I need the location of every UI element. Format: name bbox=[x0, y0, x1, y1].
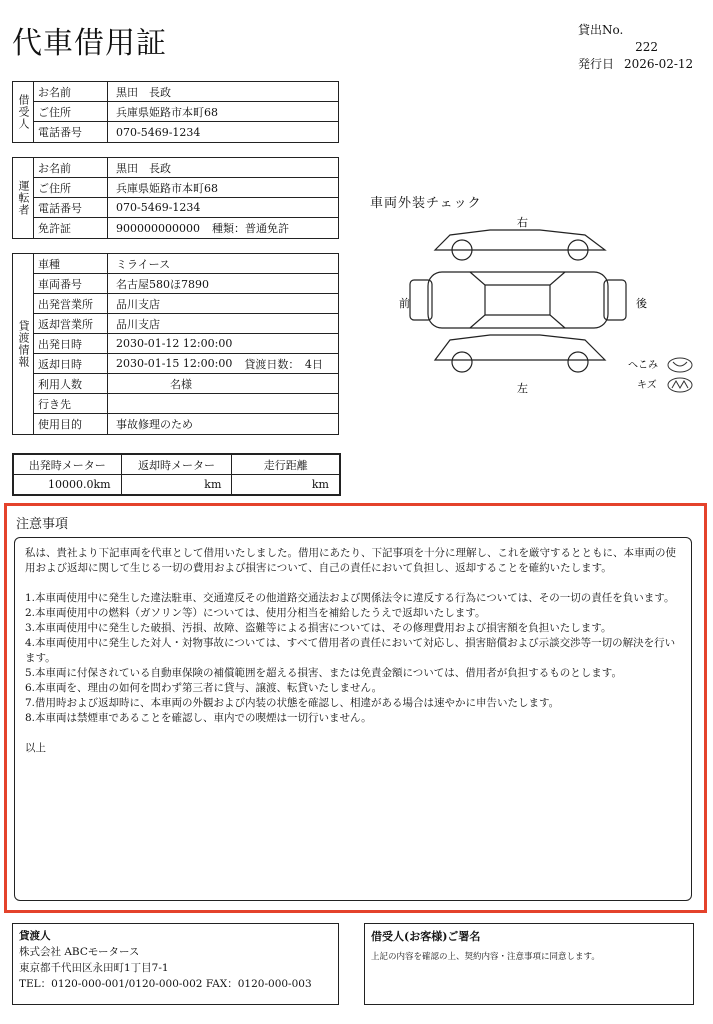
field-label: 返却営業所 bbox=[34, 314, 108, 333]
car-wheel bbox=[568, 352, 588, 372]
meter-value: 10000.0km bbox=[14, 475, 122, 495]
signature-heading: 借受人(お客様)ご署名 bbox=[371, 930, 481, 943]
loan-row-ret-office bbox=[34, 314, 338, 334]
borrower-row-name bbox=[34, 82, 338, 102]
notice-title: 注意事項 bbox=[16, 517, 69, 532]
field-value: 品川支店 bbox=[116, 297, 160, 311]
field-label: 利用人数 bbox=[34, 374, 108, 393]
car-left-label: 左 bbox=[517, 382, 528, 395]
license-type: 種類：普通免許 bbox=[211, 222, 289, 235]
field-value: 黒田 長政 bbox=[116, 85, 171, 99]
field-value: 070-5469-1234 bbox=[116, 201, 201, 214]
field-value: 黒田 長政 bbox=[116, 161, 171, 175]
notice-closing: 以上 bbox=[25, 742, 46, 754]
notice-item: 3.本車両使用中に発生した破損、汚損、故障、盗難等による損害については、その修理費用および損害額を負担いたします。 bbox=[25, 622, 612, 634]
notice-item: 6.本車両を、理由の如何を問わず第三者に貸与、譲渡、転貸いたしません。 bbox=[25, 682, 383, 694]
signature-note: 上記の内容を確認の上、契約内容・注意事項に同意します。 bbox=[371, 952, 600, 962]
notice-item: 4.本車両使用中に発生した対人・対物事故については、すべて借用者の責任において対応し、損害賠償および示談交渉等一切の解決を行います。 bbox=[25, 637, 676, 664]
scratch-label: キズ bbox=[637, 380, 657, 391]
loan-no-label: 貸出No. bbox=[578, 23, 624, 37]
field-value: 070-5469-1234 bbox=[116, 125, 201, 139]
field-value: 名様 bbox=[170, 377, 192, 391]
loan-section-label: 貸渡情報 bbox=[13, 254, 34, 434]
loan-row-destination bbox=[34, 394, 338, 414]
car-top-view bbox=[428, 272, 608, 328]
loan-row-plate bbox=[34, 274, 338, 294]
lender-address: 東京都千代田区永田町1丁目7-1 bbox=[19, 962, 169, 974]
loan-row-departure bbox=[34, 334, 338, 354]
meter-header: 走行距離 bbox=[232, 455, 340, 475]
borrower-section bbox=[12, 81, 339, 143]
loan-row-people bbox=[34, 374, 338, 394]
notice-item: 8.本車両は禁煙車であることを確認し、車内での喫煙は一切行いません。 bbox=[25, 712, 372, 724]
loan-no: 222 bbox=[635, 40, 658, 54]
document-title: 代車借用証 bbox=[12, 26, 167, 61]
meter-value: km bbox=[232, 475, 340, 495]
notice-intro: 私は、貴社より下記車両を代車として借用いたしました。借用にあたり、下記事項を十分に理解し、これを厳守するとともに、本車両の使用および返却に関して生じる一切の費用および損害について、自己の責任において負担し、返却することを確約いたします。 bbox=[25, 547, 676, 574]
notice-item: 2.本車両使用中の燃料（ガソリン等）については、使用分相当を補給したうえで返却いたします。 bbox=[25, 607, 486, 619]
driver-row-address bbox=[34, 178, 338, 198]
notice-item: 7.借用時および返却時に、本車両の外観および内装の状態を確認し、相違がある場合は速やかに申告いたします。 bbox=[25, 697, 560, 709]
car-rear-label: 後 bbox=[636, 297, 647, 310]
field-label: ご住所 bbox=[34, 102, 108, 121]
driver-section bbox=[12, 157, 339, 239]
car-front-view bbox=[410, 280, 432, 320]
car-check-title: 車両外装チェック bbox=[370, 196, 482, 211]
borrower-row-address bbox=[34, 102, 338, 122]
issue-date: 2026-02-12 bbox=[624, 57, 694, 71]
borrower-row-phone bbox=[34, 122, 338, 142]
field-value: 900000000000 bbox=[116, 221, 200, 235]
notice-item: 1.本車両使用中に発生した違法駐車、交通違反その他道路交通法および関係法令に違反する行為については、その一切の責任を負います。 bbox=[25, 592, 675, 604]
field-value: 兵庫県姫路市本町68 bbox=[116, 181, 218, 195]
field-label: ご住所 bbox=[34, 178, 108, 197]
scratch-symbol-icon bbox=[668, 378, 692, 392]
field-label: 車種 bbox=[34, 254, 108, 273]
loan-row-purpose bbox=[34, 414, 338, 434]
loan-section bbox=[12, 253, 339, 435]
field-value: 名古屋580ほ7890 bbox=[116, 277, 209, 291]
issue-date-label: 発行日 bbox=[578, 57, 615, 71]
field-label: 出発営業所 bbox=[34, 294, 108, 313]
field-label: 免許証 bbox=[34, 218, 108, 238]
field-label: 電話番号 bbox=[34, 122, 108, 142]
field-value: 兵庫県姫路市本町68 bbox=[116, 105, 218, 119]
document-meta bbox=[578, 22, 713, 73]
loan-row-dep-office bbox=[34, 294, 338, 314]
lender-company: 株式会社 ABCモータース bbox=[19, 946, 140, 958]
dent-symbol-icon bbox=[668, 358, 692, 372]
field-label: 返却日時 bbox=[34, 354, 108, 373]
field-label: 出発日時 bbox=[34, 334, 108, 353]
loan-row-return bbox=[34, 354, 338, 374]
car-front-label: 前 bbox=[399, 297, 410, 310]
car-wheel bbox=[452, 352, 472, 372]
field-value: 2030-01-15 12:00:00 bbox=[116, 357, 233, 370]
meter-header: 返却時メーター bbox=[121, 455, 232, 475]
lender-box bbox=[12, 923, 339, 1005]
driver-row-name bbox=[34, 158, 338, 178]
borrower-section-label: 借受人 bbox=[13, 82, 34, 142]
notice-item: 5.本車両に付保されている自動車保険の補償範囲を超える損害、または免責金額については、借用者が負担するものとします。 bbox=[25, 667, 622, 679]
meter-value: km bbox=[121, 475, 232, 495]
field-label: 行き先 bbox=[34, 394, 108, 413]
notice-box bbox=[14, 537, 692, 901]
driver-section-label: 運転者 bbox=[13, 158, 34, 238]
meter-table bbox=[12, 453, 341, 496]
driver-row-phone bbox=[34, 198, 338, 218]
car-right-label: 右 bbox=[517, 216, 528, 229]
loan-row-model bbox=[34, 254, 338, 274]
loan-days: 貸渡日数： 4日 bbox=[244, 357, 323, 371]
field-value: 2030-01-12 12:00:00 bbox=[116, 337, 233, 350]
car-diagram bbox=[390, 210, 710, 400]
car-side-bottom bbox=[435, 335, 605, 360]
driver-row-license bbox=[34, 218, 338, 238]
car-rear-view bbox=[604, 280, 626, 320]
lender-contact: TEL：0120-000-001/0120-000-002 FAX：0120-000-003 bbox=[19, 978, 312, 990]
field-value: 事故修理のため bbox=[116, 418, 193, 431]
signature-box[interactable] bbox=[364, 923, 694, 1005]
dent-label: へこみ bbox=[628, 360, 658, 371]
field-label: お名前 bbox=[34, 158, 108, 177]
field-label: 電話番号 bbox=[34, 198, 108, 217]
meter-header: 出発時メーター bbox=[14, 455, 122, 475]
lender-heading: 貸渡人 bbox=[19, 930, 51, 942]
field-label: 車両番号 bbox=[34, 274, 108, 293]
field-value: ミライース bbox=[116, 257, 171, 271]
field-value: 品川支店 bbox=[116, 317, 160, 331]
field-label: 使用目的 bbox=[34, 414, 108, 434]
field-label: お名前 bbox=[34, 82, 108, 101]
